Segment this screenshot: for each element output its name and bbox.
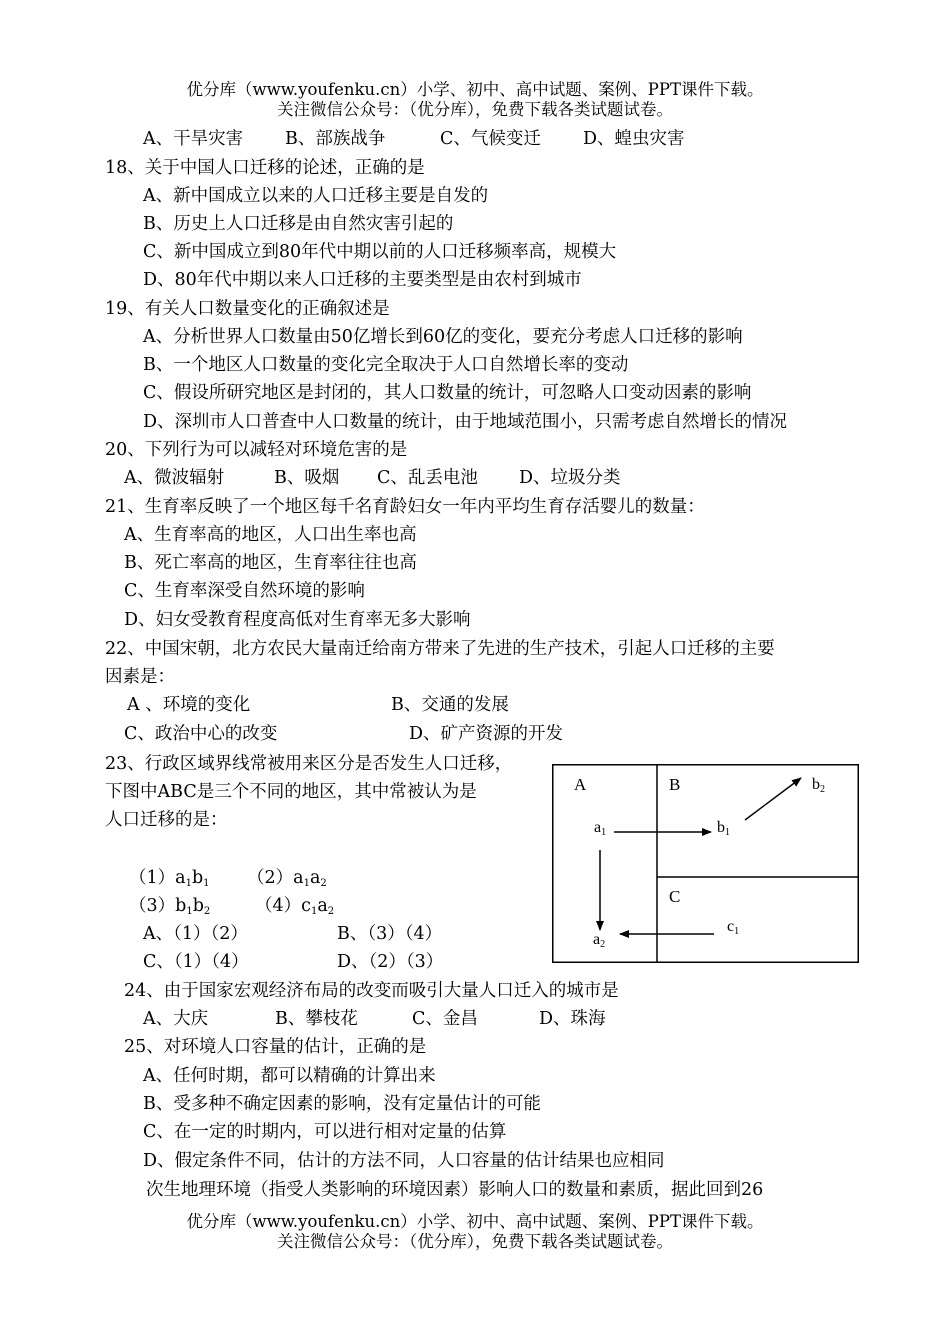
q23-option-a: A、（1）（2）: [143, 924, 248, 944]
q23-item-2: $(2)a_1a_2$: [247, 868, 327, 889]
point-b1: b1: [717, 819, 730, 838]
point-b2: b2: [812, 776, 825, 795]
q21-stem: 21、生育率反映了一个地区每千名育龄妇女一年内平均生育存活婴儿的数量：: [105, 497, 705, 517]
q22-stem-line-1: 22、中国宋朝，北方农民大量南迁给南方带来了先进的生产技术，引起人口迁移的主要: [105, 639, 775, 659]
q24-option-a: A、大庆: [143, 1009, 209, 1029]
footer-line-2: 关注微信公众号：（优分库），免费下载各类试题试卷。: [277, 1232, 673, 1251]
q24-stem: 24、由于国家宏观经济布局的改变而吸引大量人口迁入的城市是: [124, 981, 619, 1001]
q24-option-b: B、攀枝花: [275, 1009, 358, 1029]
q17-option-d: D、蝗虫灾害: [583, 129, 685, 149]
q22-stem-line-2: 因素是：: [105, 667, 175, 687]
q18-option-c: C、新中国成立到80年代中期以前的人口迁移频率高，规模大: [143, 242, 617, 262]
q19-option-b: B、一个地区人口数量的变化完全取决于人口自然增长率的变动: [143, 355, 629, 375]
q23-option-b: B、（3）（4）: [337, 924, 443, 944]
q23-item-1: $(1)a_1b_1$: [129, 868, 210, 889]
q23-stem-line-2: 下图中ABC是三个不同的地区，其中常被认为是: [105, 782, 477, 802]
q23-option-d: D、（2）（3）: [337, 952, 444, 972]
q25-stem: 25、对环境人口容量的估计，正确的是: [124, 1037, 427, 1057]
q21-option-a: A、生育率高的地区，人口出生率也高: [124, 525, 417, 545]
q20-option-c: C、乱丢电池: [377, 468, 478, 488]
header-line-2: 关注微信公众号：（优分库），免费下载各类试题试卷。: [277, 100, 673, 119]
q19-option-d: D、深圳市人口普查中人口数量的统计，由于地域范围小，只需考虑自然增长的情况: [143, 412, 788, 432]
q17-option-a: A、干旱灾害: [143, 129, 244, 149]
q18-option-d: D、80年代中期以来人口迁移的主要类型是由农村到城市: [143, 270, 582, 290]
q18-option-b: B、历史上人口迁移是由自然灾害引起的: [143, 214, 454, 234]
q20-stem: 20、下列行为可以减轻对环境危害的是: [105, 440, 408, 460]
q23-item-4: $(4)c_1a_2$: [255, 896, 335, 917]
q25-option-d: D、假定条件不同，估计的方法不同，人口容量的估计结果也应相同: [143, 1151, 665, 1171]
q20-option-a: A、微波辐射: [124, 468, 225, 488]
q21-option-b: B、死亡率高的地区，生育率往往也高: [124, 553, 417, 573]
passage-intro: 次生地理环境（指受人类影响的环境因素）影响人口的数量和素质，据此回到26: [146, 1180, 764, 1200]
q22-option-d: D、矿产资源的开发: [409, 724, 564, 744]
region-a-label: A: [574, 775, 587, 794]
footer-line-1: 优分库（www.youfenku.cn）小学、初中、高中试题、案例、PPT课件下载。: [186, 1212, 764, 1231]
point-c1: c1: [727, 918, 740, 937]
q19-option-c: C、假设所研究地区是封闭的，其人口数量的统计，可忽略人口变动因素的影响: [143, 383, 752, 403]
q25-option-b: B、受多种不确定因素的影响，没有定量估计的可能: [143, 1094, 541, 1114]
q25-option-c: C、在一定的时期内，可以进行相对定量的估算: [143, 1122, 507, 1142]
q18-stem: 18、关于中国人口迁移的论述，正确的是: [105, 158, 425, 178]
region-b-label: B: [669, 775, 681, 794]
q19-option-a: A、分析世界人口数量由50亿增长到60亿的变化，要充分考虑人口迁移的影响: [143, 327, 743, 347]
q23-option-c: C、（1）（4）: [143, 952, 249, 972]
q22-option-c: C、政治中心的改变: [124, 724, 278, 744]
q18-option-a: A、新中国成立以来的人口迁移主要是自发的: [143, 186, 489, 206]
q23-stem-line-1: 23、行政区域界线常被用来区分是否发生人口迁移，: [105, 754, 513, 774]
q24-option-c: C、金昌: [412, 1009, 478, 1029]
q24-option-d: D、珠海: [539, 1009, 606, 1029]
migration-diagram: [552, 764, 859, 964]
point-a2: a2: [593, 931, 606, 950]
q17-option-c: C、气候变迁: [440, 129, 541, 149]
point-a1: a1: [594, 819, 607, 838]
q19-stem: 19、有关人口数量变化的正确叙述是: [105, 299, 390, 319]
q20-option-d: D、垃圾分类: [519, 468, 621, 488]
q25-option-a: A、任何时期，都可以精确的计算出来: [143, 1066, 436, 1086]
q23-item-3: $(3)b_1b_2$: [129, 896, 211, 917]
header-line-1: 优分库（www.youfenku.cn）小学、初中、高中试题、案例、PPT课件下载。: [186, 80, 764, 99]
q21-option-c: C、生育率深受自然环境的影响: [124, 581, 365, 601]
q22-option-b: B、交通的发展: [391, 695, 509, 715]
q20-option-b: B、吸烟: [274, 468, 340, 488]
region-c-label: C: [669, 887, 681, 906]
q17-option-b: B、部族战争: [285, 129, 386, 149]
q22-option-a: A 、环境的变化: [127, 695, 251, 715]
arrow-b1-b2: [745, 778, 801, 820]
q23-stem-line-3: 人口迁移的是：: [105, 810, 228, 830]
q21-option-d: D、妇女受教育程度高低对生育率无多大影响: [124, 610, 471, 630]
